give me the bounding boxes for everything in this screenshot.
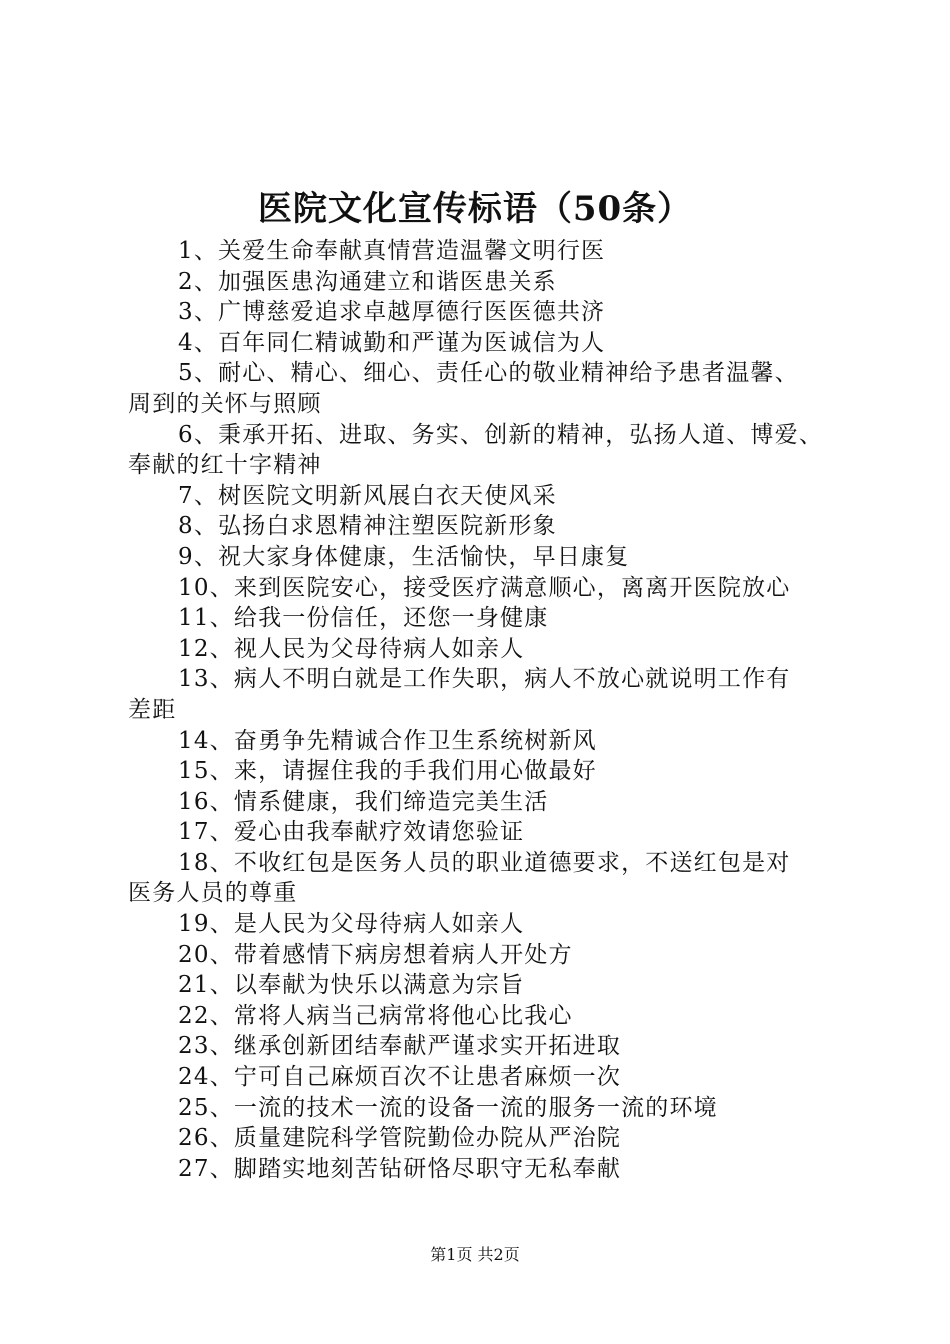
slogan-text: 1、关爱生命奉献真情营造温馨文明行医	[178, 238, 606, 264]
slogan-text: 24、宁可自己麻烦百次不让患者麻烦一次	[178, 1064, 622, 1091]
slogan-text: 5、耐心、精心、细心、责任心的敬业精神给予患者温馨、	[178, 360, 799, 387]
slogan-text: 26、质量建院科学管院勤俭办院从严治院	[178, 1125, 622, 1152]
slogan-list	[128, 236, 863, 1184]
slogan-item	[128, 970, 863, 1001]
slogan-item	[128, 726, 863, 757]
slogan-text: 9、祝大家身体健康，生活愉快，早日康复	[178, 543, 630, 570]
slogan-item	[128, 756, 863, 787]
slogan-text: 27、脚踏实地刻苦钻研恪尽职守无私奉献	[178, 1155, 622, 1182]
slogan-text: 19、是人民为父母待病人如亲人	[178, 911, 525, 938]
slogan-text: 25、一流的技术一流的设备一流的服务一流的环境	[178, 1094, 718, 1121]
page-footer: 第1页 共2页	[430, 1245, 520, 1264]
slogan-item	[128, 1123, 863, 1154]
slogan-text: 15、来，请握住我的手我们用心做最好	[178, 758, 597, 785]
slogan-item	[128, 1031, 863, 1062]
slogan-item	[128, 328, 863, 359]
slogan-text: 6、秉承开拓、进取、务实、创新的精神，弘扬人道、博爱、	[178, 421, 824, 448]
slogan-item	[128, 573, 863, 604]
slogan-text: 4、百年同仁精诚勤和严谨为医诚信为人	[178, 329, 606, 356]
slogan-text-continued: 差距	[128, 696, 177, 723]
slogan-text: 7、树医院文明新风展白衣天使风采	[178, 482, 557, 509]
slogan-item	[128, 420, 863, 481]
slogan-text: 10、来到医院安心，接受医疗满意顺心，离离开医院放心	[178, 574, 791, 601]
slogan-text: 2、加强医患沟通建立和谐医患关系	[178, 268, 557, 295]
slogan-item	[128, 267, 863, 298]
slogan-text: 14、奋勇争先精诚合作卫生系统树新风	[178, 727, 597, 754]
slogan-text-continued: 医务人员的尊重	[128, 880, 298, 907]
slogan-item	[128, 664, 863, 725]
slogan-item	[128, 236, 863, 267]
slogan-item	[128, 634, 863, 665]
slogan-item	[128, 511, 863, 542]
slogan-item	[128, 1154, 863, 1185]
slogan-item	[128, 603, 863, 634]
slogan-text: 22、常将人病当己病常将他心比我心	[178, 1002, 573, 1029]
slogan-text: 8、弘扬白求恩精神注塑医院新形象	[178, 513, 557, 540]
slogan-item	[128, 909, 863, 940]
slogan-item	[128, 1001, 863, 1032]
slogan-item	[128, 542, 863, 573]
slogan-text: 11、给我一份信任，还您一身健康	[178, 605, 549, 632]
slogan-text: 13、病人不明白就是工作失职，病人不放心就说明工作有	[178, 666, 791, 693]
slogan-item	[128, 817, 863, 848]
slogan-text: 18、不收红包是医务人员的职业道德要求，不送红包是对	[178, 849, 791, 876]
slogan-text: 21、以奉献为快乐以满意为宗旨	[178, 972, 525, 999]
slogan-item	[128, 1062, 863, 1093]
slogan-text: 16、情系健康，我们缔造完美生活	[178, 788, 549, 815]
slogan-text: 17、爱心由我奉献疗效请您验证	[178, 819, 525, 846]
slogan-item	[128, 787, 863, 818]
slogan-text-continued: 奉献的红十字精神	[128, 452, 322, 479]
slogan-text-continued: 周到的关怀与照顾	[128, 390, 322, 417]
slogan-item	[128, 848, 863, 909]
document-title: 医院文化宣传标语（50条）	[257, 189, 693, 229]
slogan-text: 20、带着感情下病房想着病人开处方	[178, 941, 573, 968]
slogan-item	[128, 481, 863, 512]
slogan-item	[128, 358, 863, 419]
slogan-item	[128, 297, 863, 328]
slogan-item	[128, 1093, 863, 1124]
slogan-text: 3、广博慈爱追求卓越厚德行医医德共济	[178, 299, 606, 326]
slogan-item	[128, 940, 863, 971]
slogan-text: 12、视人民为父母待病人如亲人	[178, 635, 525, 662]
slogan-text: 23、继承创新团结奉献严谨求实开拓进取	[178, 1033, 622, 1060]
